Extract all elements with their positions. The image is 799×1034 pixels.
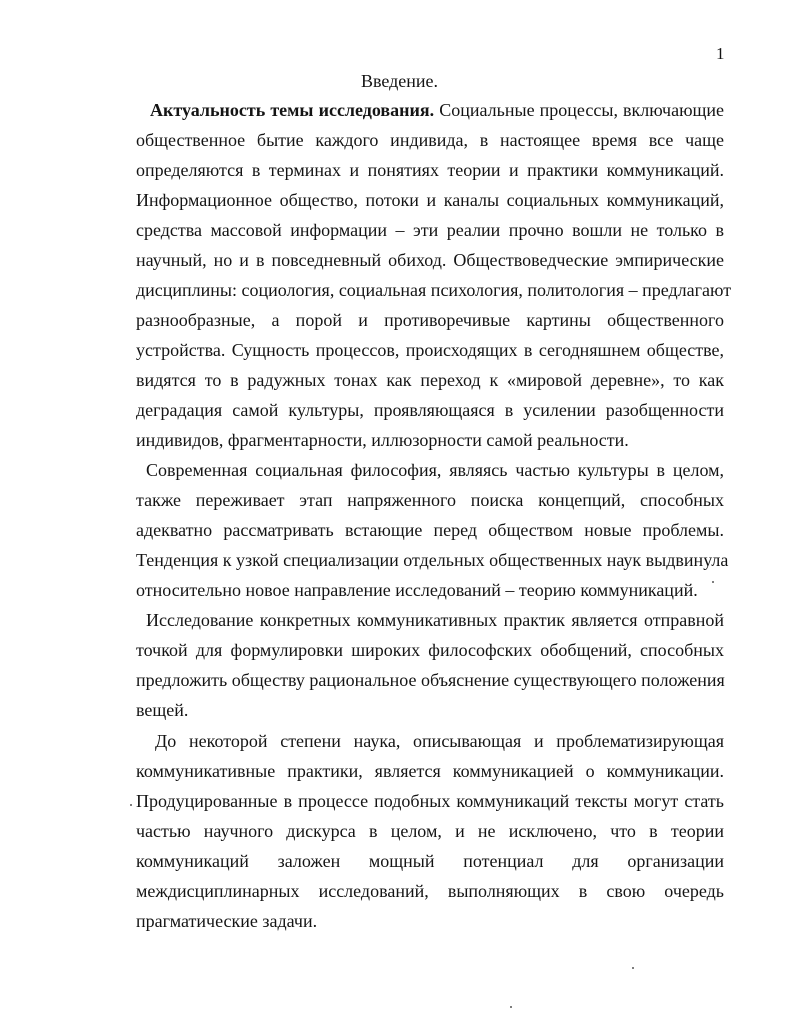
scan-speck — [712, 581, 714, 583]
paragraph-3-line-3: предложить обществу рациональное объяснение существующего положения — [136, 670, 725, 690]
paragraph-2-line-2: также переживает этап напряженного поиска концепций, способных — [136, 490, 724, 510]
paragraph-1-line-1 — [150, 99, 724, 121]
paragraph-1-line-7: дисциплины: социология, социальная психология, политология – предлагают — [136, 280, 732, 300]
page-title: Введение. — [360, 71, 439, 91]
paragraph-4-line-6: междисциплинарных исследований, выполняющих в свою очередь — [136, 881, 724, 901]
paragraph-2-line-3: адекватно рассматривать встающие перед обществом новые проблемы. — [136, 520, 724, 540]
paragraph-1-line-5: средства массовой информации – эти реалии прочно вошли не только в — [136, 220, 724, 240]
paragraph-2-line-5: относительно новое направление исследований – теорию коммуникаций. — [136, 580, 698, 600]
paragraph-2-line-4: Тенденция к узкой специализации отдельных общественных наук выдвинула — [136, 550, 729, 570]
paragraph-1-line-11: деградация самой культуры, проявляющаяся в усилении разобщенности — [136, 400, 724, 420]
paragraph-1-line-9: устройства. Сущность процессов, происходящих в сегодняшнем обществе, — [136, 340, 724, 360]
paragraph-1-line-4: Информационное общество, потоки и каналы социальных коммуникаций, — [136, 190, 724, 210]
paragraph-4-line-2: коммуникативные практики, является коммуникацией о коммуникации. — [136, 761, 724, 781]
paragraph-4-line-7: прагматические задачи. — [136, 911, 318, 931]
paragraph-4-line-3: Продуцированные в процессе подобных коммуникаций тексты могут стать — [136, 791, 724, 811]
page-number: 1 — [716, 44, 725, 63]
paragraph-3-line-1: Исследование конкретных коммуникативных практик является отправной — [146, 610, 724, 630]
paragraph-4-line-4: частью научного дискурса в целом, и не исключено, что в теории — [136, 821, 724, 841]
paragraph-3-line-2: точкой для формулировки широких философских обобщений, способных — [136, 640, 724, 660]
paragraph-1-line-3: определяются в терминах и понятиях теории и практики коммуникаций. — [136, 160, 724, 180]
paragraph-1-line-6: научный, но и в повседневный обиход. Обществоведческие эмпирические — [136, 250, 724, 270]
relevance-heading: Актуальность темы исследования. — [150, 100, 435, 120]
paragraph-1-line-8: разнообразные, а порой и противоречивые картины общественного — [136, 310, 724, 330]
paragraph-3-line-4: вещей. — [136, 700, 189, 720]
scan-speck — [130, 804, 132, 806]
paragraph-1-line-2: общественное бытие каждого индивида, в настоящее время все чаще — [136, 130, 724, 150]
scan-speck — [510, 1006, 512, 1008]
paragraph-1-line-10: видятся то в радужных тонах как переход к «мировой деревне», то как — [136, 370, 724, 390]
paragraph-4-line-1: До некоторой степени наука, описывающая и проблематизирующая — [155, 731, 724, 751]
paragraph-1-line-1-text: Социальные процессы, включающие — [434, 100, 725, 120]
scan-speck — [632, 967, 634, 969]
paragraph-4-line-5: коммуникаций заложен мощный потенциал для организации — [136, 851, 724, 871]
paragraph-1-line-12: индивидов, фрагментарности, иллюзорности самой реальности. — [136, 430, 629, 450]
paragraph-2-line-1: Современная социальная философия, являясь частью культуры в целом, — [146, 460, 724, 480]
